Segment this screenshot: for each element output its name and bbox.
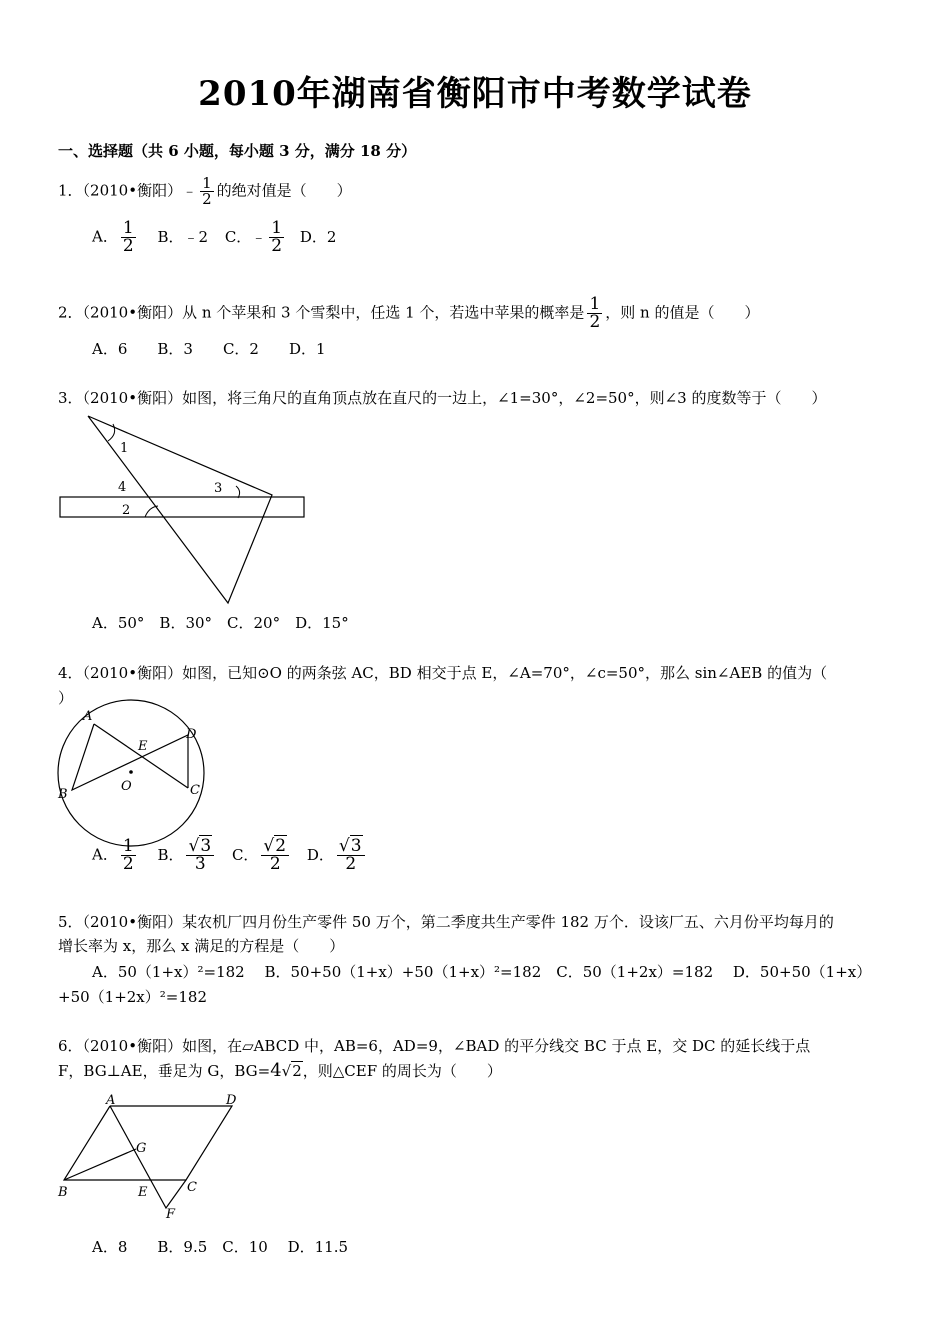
point-label-b: B (58, 1185, 68, 1200)
fraction: $\frac{1}{2}$ (589, 294, 601, 332)
question-text-tail: ，则 n 的值是（ ） (605, 303, 760, 322)
coefficient: 4 (270, 1060, 282, 1081)
question-number: 2． (58, 303, 83, 322)
question-number: 6． (58, 1037, 83, 1055)
option-b-fraction: $\frac{√3}{3}$ (186, 838, 214, 873)
question-6 (58, 1035, 810, 1056)
point-label-c: C (190, 783, 200, 798)
point-label-c: C (187, 1180, 197, 1195)
option-a-fraction: $\frac{1}{2}$ (122, 218, 134, 256)
option-c-fraction: $\frac{1}{2}$ (271, 218, 283, 256)
question-text: （2010•衡阳）如图，将三角尺的直角顶点放在直尺的一边上，∠1=30°，∠2=50°，则∠3 的度数等于（ ） (82, 389, 827, 407)
question-text: （2010•衡阳）如图，在▱ABCD 中，AB=6，AD=9，∠BAD 的平分线交 BC 于点 E，交 DC 的延长线于点 (82, 1037, 811, 1055)
question-6-line2: F，BG⊥AE，垂足为 G，BG=4√2，则△CEF 的周长为（ ） (58, 1060, 502, 1081)
question-text: （2010•衡阳）某农机厂四月份生产零件 50 万个，第二季度共生产零件 182 万个．设该厂五、六月份平均每月的 (82, 913, 834, 931)
point-label-e: E (138, 739, 148, 754)
point-label-d: D (226, 1093, 237, 1108)
option-c-label: C．﹣ (224, 227, 267, 246)
question-text: 的绝对值是（ ） (216, 181, 352, 200)
point-label-e: E (138, 1185, 148, 1200)
point-label-a: A (106, 1093, 116, 1108)
question-3-options: A．50° B．30° C．20° D．15° (92, 614, 349, 632)
option-c-fraction: $\frac{√2}{2}$ (261, 838, 289, 873)
question-source: （2010•衡阳） (82, 181, 183, 200)
question-text: F，BG⊥AE，垂足为 G，BG= (58, 1062, 271, 1080)
question-5-options: A．50（1+x）²=182 B．50+50（1+x）+50（1+x）²=182 C．50（1+2x）=182 D．50+50（1+x） (92, 963, 872, 981)
point-label-o: O (121, 779, 132, 794)
question-number: 1． (58, 181, 83, 200)
point-label-d: D (186, 727, 197, 742)
point-label-b: B (58, 787, 68, 802)
minus-sign: ﹣ (182, 181, 198, 200)
question-5-options-cont: +50（1+2x）²=182 (58, 988, 207, 1006)
option-a-label: A． (92, 845, 118, 864)
question-6-options: A．8 B．9.5 C．10 D．11.5 (92, 1238, 349, 1256)
option-a-fraction: $\frac{1}{2}$ (122, 836, 134, 874)
question-5 (58, 911, 834, 932)
option-b: B．﹣2 (157, 227, 209, 246)
angle-label-3: 3 (214, 481, 223, 496)
option-c-label: C． (231, 845, 259, 864)
question-4-continued: ） (58, 689, 74, 707)
radicand: 2 (292, 1062, 302, 1080)
angle-label-2: 2 (122, 503, 131, 518)
section-heading: 一、选择题（共 6 小题，每小题 3 分，满分 18 分） (58, 142, 417, 160)
option-d: D．2 (299, 227, 337, 246)
question-4 (58, 662, 827, 683)
angle-label-1: 1 (120, 441, 129, 456)
question-4-options (92, 838, 368, 873)
point-label-a: A (83, 709, 93, 724)
page-title: 2010年湖南省衡阳市中考数学试卷 (198, 74, 752, 114)
angle-label-4: 4 (118, 480, 127, 495)
fraction: $\frac{1}{2}$ (202, 174, 212, 208)
option-b-label: B． (157, 845, 184, 864)
point-label-g: G (136, 1141, 147, 1156)
option-d-fraction: $\frac{√3}{2}$ (337, 838, 365, 873)
question-number: 3． (58, 389, 83, 407)
question-text: （2010•衡阳）从 n 个苹果和 3 个雪梨中，任选 1 个，若选中苹果的概率是 (82, 303, 585, 322)
question-2-options: A．6 B．3 C．2 D．1 (92, 340, 326, 358)
point-label-f: F (166, 1207, 176, 1222)
question-number: 4． (58, 664, 83, 682)
question-number: 5． (58, 913, 83, 931)
question-5-line2: 增长率为 x，那么 x 满足的方程是（ ） (58, 937, 345, 955)
option-a-label: A． (92, 227, 118, 246)
option-d-label: D． (306, 845, 334, 864)
question-text: （2010•衡阳）如图，已知⊙O 的两条弦 AC，BD 相交于点 E，∠A=70°，∠c=50°，那么 sin∠AEB 的值为（ (82, 664, 828, 682)
question-text-tail: ，则△CEF 的周长为（ ） (302, 1062, 502, 1080)
